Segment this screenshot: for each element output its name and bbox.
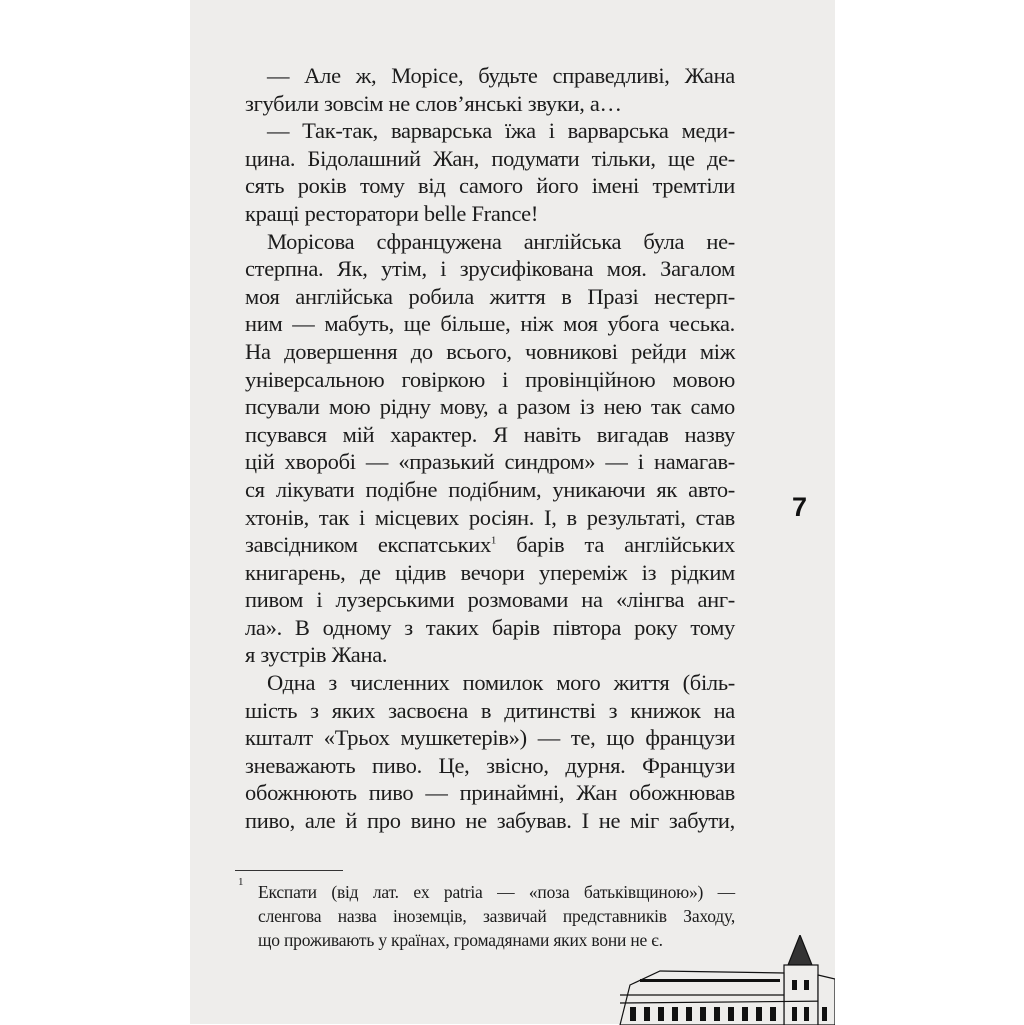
text-line-content: я зустрів Жана. bbox=[245, 642, 388, 668]
text-line-content: універсальною говіркою і провінційною мовою bbox=[245, 366, 735, 392]
footnote-mark: 1 bbox=[238, 876, 244, 888]
footnote-line: Експати (від лат. ex patria — «поза батьківщиною») — bbox=[258, 882, 735, 902]
text-line bbox=[245, 559, 735, 587]
text-line bbox=[245, 338, 735, 366]
text-line-content: кшталт «Трьох мушкетерів») — те, що французи bbox=[245, 725, 735, 751]
text-line bbox=[245, 366, 735, 394]
text-line-content: зневажають пиво. Це, звісно, дурня. Французи bbox=[245, 752, 735, 778]
text-line-content: цій хворобі — «празький синдром» — і намагав- bbox=[245, 449, 735, 475]
text-line bbox=[245, 255, 735, 283]
text-line-content: На довершення до всього, човникові рейди між bbox=[245, 338, 735, 364]
text-line bbox=[245, 117, 735, 145]
page-number: 7 bbox=[792, 492, 808, 522]
text-line-content: ним — мабуть, ще більше, ніж моя убога чеська. bbox=[245, 311, 735, 337]
text-line-content: — Але ж, Морісе, будьте справедливі, Жана bbox=[267, 63, 735, 88]
footnote-reference: 1 bbox=[490, 534, 497, 547]
footnote-line: що проживають у країнах, громадянами яких вони не є. bbox=[258, 930, 663, 950]
text-line-content: — Так-так, варварська їжа і варварська меди- bbox=[267, 118, 735, 144]
text-line-content: псували мою рідну мову, а разом із нею так само bbox=[245, 394, 735, 420]
text-line-content: шість з яких засвоєна в дитинстві з книжок на bbox=[245, 697, 735, 723]
text-line bbox=[245, 62, 735, 90]
text-line bbox=[245, 283, 735, 311]
text-line-content: пивом і лузерськими розмовами на «лінгва анг- bbox=[245, 587, 735, 613]
text-line bbox=[245, 586, 735, 614]
text-line-content: завсідником експатських bbox=[245, 532, 491, 558]
text-line-content: згубили зовсім не слов’янські звуки, а… bbox=[245, 90, 622, 116]
text-line bbox=[245, 448, 735, 476]
text-line bbox=[245, 531, 735, 559]
text-line-content: ся лікувати подібне подібним, уникаючи як авто- bbox=[245, 476, 735, 502]
text-line-content: кращі ресторатори belle France! bbox=[245, 200, 539, 226]
text-line-content: барів та англійських bbox=[496, 532, 735, 558]
text-line-content: Одна з численних помилок мого життя (біль- bbox=[267, 670, 735, 696]
text-line bbox=[245, 145, 735, 173]
text-line-content: книгарень, де цідив вечори упереміж із рідким bbox=[245, 559, 735, 585]
text-line bbox=[245, 807, 735, 835]
text-line-content: стерпна. Як, утім, і зрусифікована моя. Загалом bbox=[245, 256, 735, 282]
text-line bbox=[245, 669, 735, 697]
text-line bbox=[245, 504, 735, 532]
body-text bbox=[245, 62, 735, 835]
text-line bbox=[245, 724, 735, 752]
text-line bbox=[245, 614, 735, 642]
text-line bbox=[245, 310, 735, 338]
text-line-content: пиво, але й про вино не забував. І не міг забути, bbox=[245, 808, 735, 834]
text-line-content: псувався мій характер. Я навіть вигадав назву bbox=[245, 421, 735, 447]
text-line bbox=[245, 779, 735, 807]
text-line-content: обожнюють пиво — принаймні, Жан обожнював bbox=[245, 780, 735, 806]
building-illustration bbox=[600, 935, 835, 1025]
text-line-content: Морісова сфранцужена англійська була не- bbox=[267, 228, 735, 254]
text-line bbox=[245, 421, 735, 449]
text-line bbox=[245, 752, 735, 780]
text-line bbox=[245, 641, 735, 669]
text-line-content: хтонів, так і місцевих росіян. І, в результаті, став bbox=[245, 504, 735, 530]
text-line-content: сять років тому від самого його імені тремтіли bbox=[245, 173, 735, 199]
text-line-content: ла». В одному з таких барів півтора року тому bbox=[245, 614, 735, 640]
text-line bbox=[245, 697, 735, 725]
text-line bbox=[245, 172, 735, 200]
text-line bbox=[245, 200, 735, 228]
text-line bbox=[245, 476, 735, 504]
text-line-content: цина. Бідолашний Жан, подумати тільки, ще де- bbox=[245, 145, 735, 171]
text-line-content: моя англійська робила життя в Празі нестерп- bbox=[245, 283, 735, 309]
text-line bbox=[245, 393, 735, 421]
footnote-line: сленгова назва іноземців, зазвичай представників Заходу, bbox=[258, 906, 735, 926]
text-line bbox=[245, 90, 735, 118]
text-line bbox=[245, 228, 735, 256]
footnote-separator bbox=[235, 870, 343, 871]
